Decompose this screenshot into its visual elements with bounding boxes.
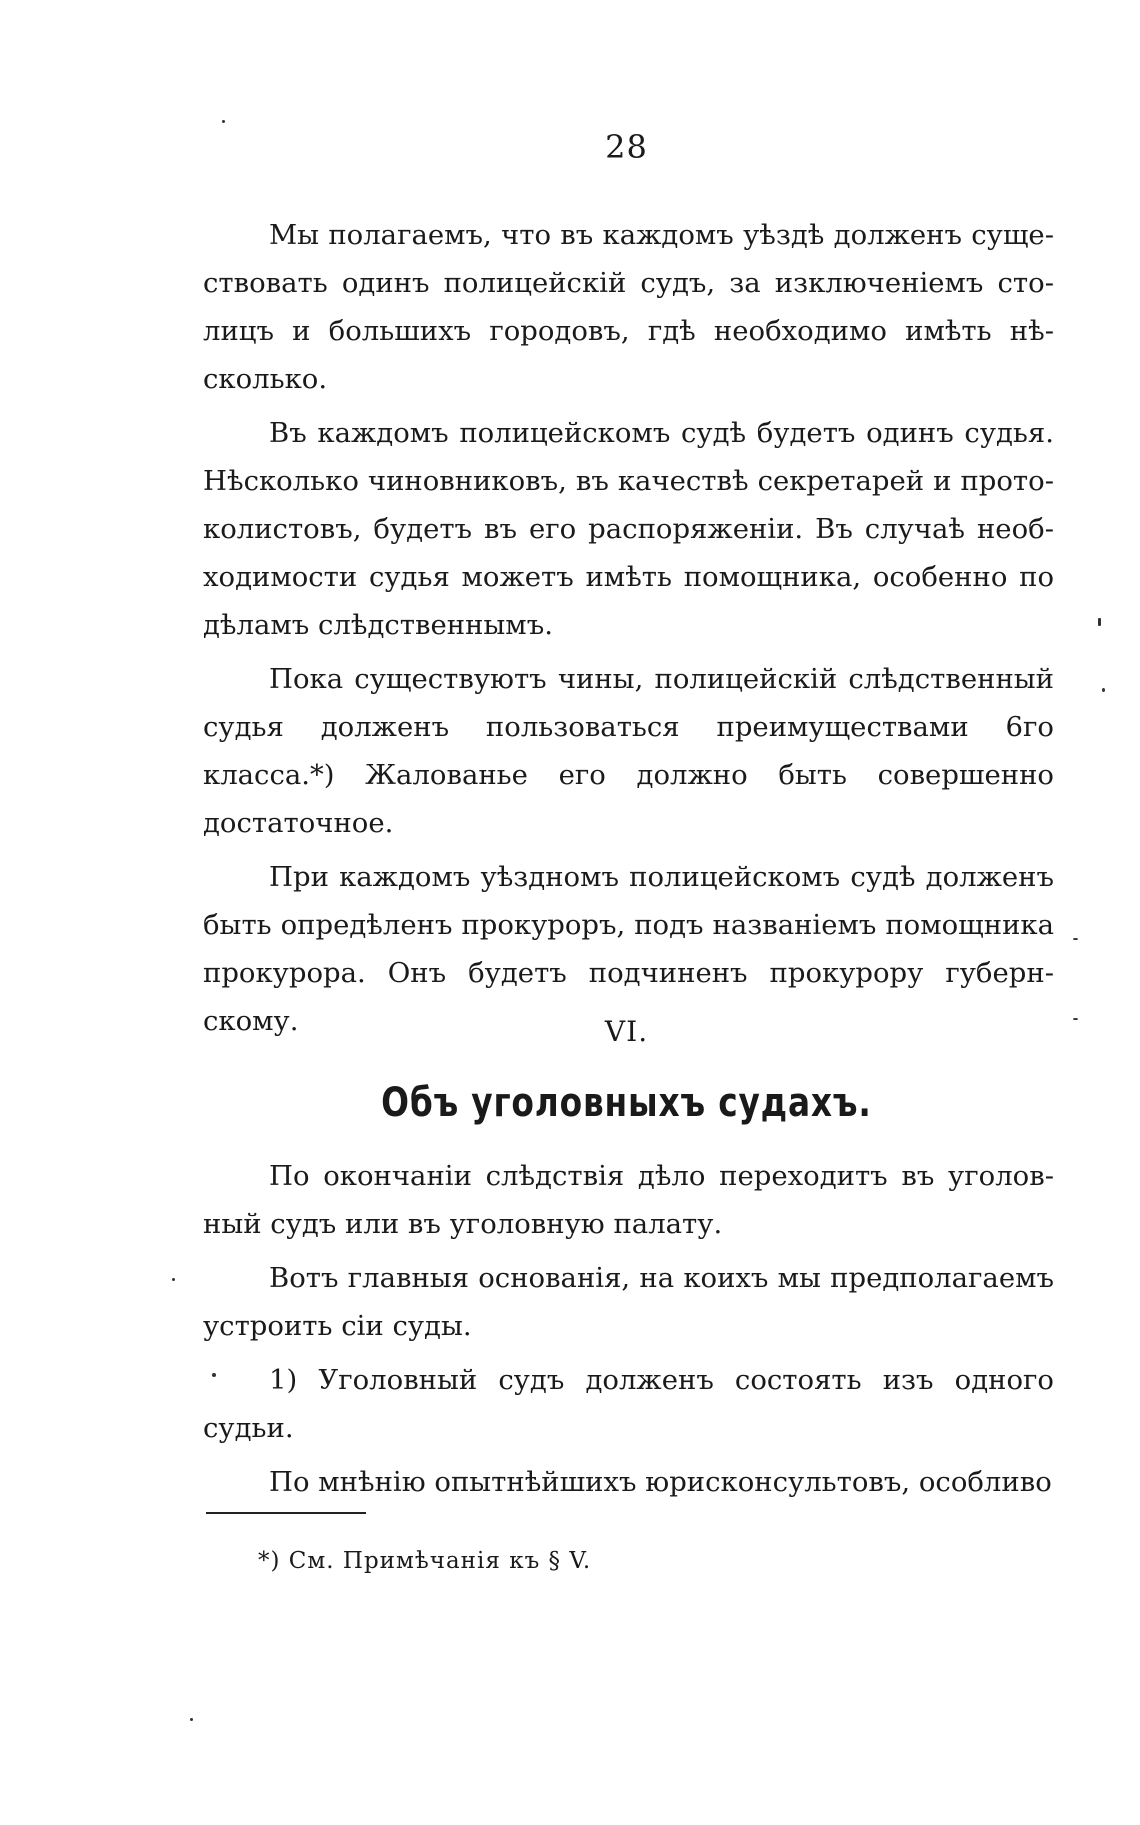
scan-speck (1073, 1018, 1078, 1020)
paragraph (203, 409, 1054, 649)
paragraph (203, 1356, 1054, 1452)
line: При каждомъ уѣздномъ полицейскомъ судѣ долженъ (269, 861, 1054, 893)
line: судьи. (203, 1412, 294, 1444)
line: скому. (203, 1005, 299, 1037)
paragraph (203, 211, 1054, 403)
paragraph (203, 655, 1054, 847)
footnote-rule (206, 1512, 366, 1514)
line: прокурора. Онъ будетъ подчиненъ прокурору губерн- (203, 957, 1054, 989)
line: Нѣсколько чиновниковъ, въ качествѣ секретарей и прото- (203, 465, 1054, 497)
scan-speck (212, 1373, 216, 1377)
line: дѣламъ слѣдственнымъ. (203, 609, 553, 641)
line: Вотъ главныя основанія, на коихъ мы предполагаемъ (269, 1262, 1054, 1294)
paragraph (203, 1458, 1054, 1506)
line: Мы полагаемъ, что въ каждомъ уѣздѣ долженъ суще- (269, 219, 1054, 251)
line: 1) Уголовный судъ долженъ состоять изъ одного (269, 1364, 1054, 1396)
line: устроить сіи суды. (203, 1310, 472, 1342)
line: По мнѣнію опытнѣйшихъ юрисконсультовъ, особливо (269, 1466, 1052, 1498)
scan-speck (222, 120, 225, 123)
line: сколько. (203, 363, 328, 395)
section-title: Объ уголовныхъ судахъ. (381, 1080, 872, 1126)
line: По окончаніи слѣдствія дѣло переходитъ въ уголов- (269, 1160, 1054, 1192)
scan-speck (1098, 618, 1101, 626)
page-number: 28 (605, 128, 648, 166)
text-block-bottom (203, 1152, 1054, 1506)
section-number: VI. (604, 1015, 649, 1048)
line: Въ каждомъ полицейскомъ судѣ будетъ одинъ судья. (269, 417, 1054, 449)
line: ствовать одинъ полицейскій судъ, за изключеніемъ сто- (203, 267, 1054, 299)
line: ходимости судья можетъ имѣть помощника, особенно по (203, 561, 1054, 593)
line: Жалованье его должно быть совершенно достаточное. (203, 759, 1054, 839)
paragraph (203, 1152, 1054, 1248)
line: ный судъ или въ уголовную палату. (203, 1208, 723, 1240)
line: Пока существуютъ чины, полицейскій слѣдственный (269, 663, 1054, 695)
scan-speck (172, 1278, 175, 1281)
line: лицъ и большихъ городовъ, гдѣ необходимо имѣть нѣ- (203, 315, 1054, 347)
footnote: *) См. Примѣчанія къ § V. (258, 1548, 592, 1574)
line: судья долженъ пользоваться преимуществами 6го класса.*) (203, 711, 1054, 791)
scan-speck (190, 1718, 193, 1721)
scan-speck (1073, 938, 1078, 940)
scan-speck (1102, 688, 1105, 692)
line: колистовъ, будетъ въ его распоряженіи. Въ случаѣ необ- (203, 513, 1054, 545)
paragraph (203, 1254, 1054, 1350)
line: быть опредѣленъ прокуроръ, подъ названіемъ помощника (203, 909, 1054, 941)
text-block-top (203, 211, 1054, 1045)
